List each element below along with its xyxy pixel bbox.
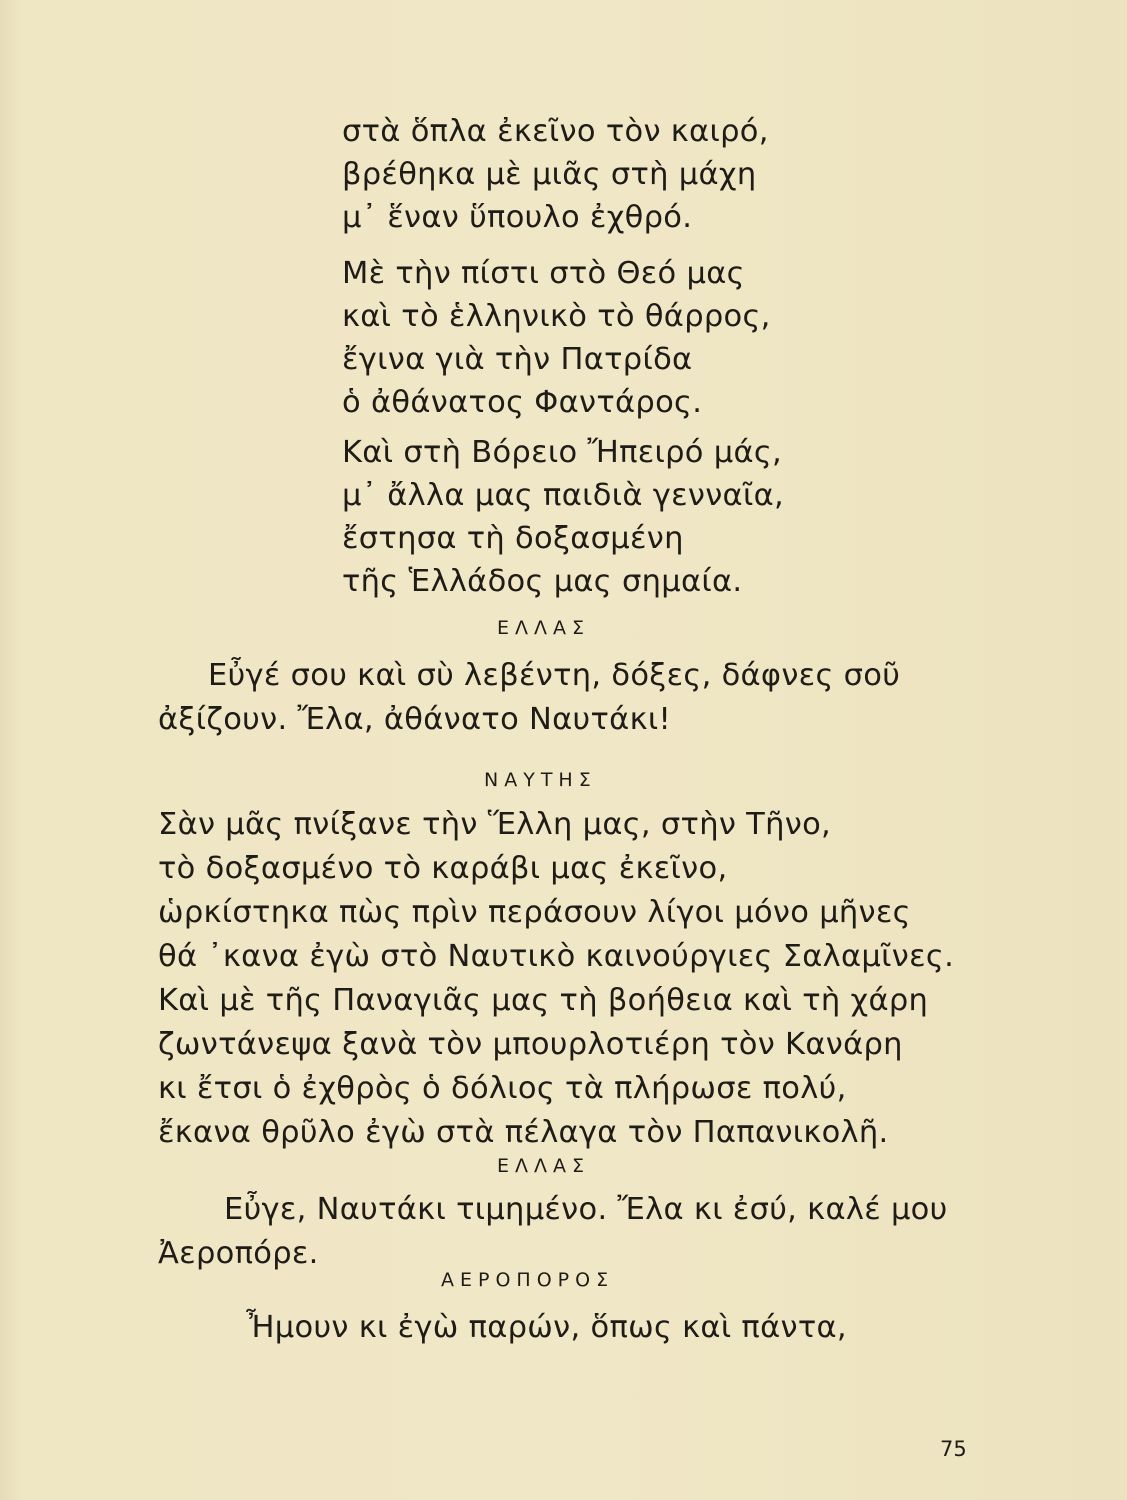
speech-line: Εὖγέ σου καὶ σὺ λεβέντη, δόξες, δάφνες σοῦ xyxy=(208,658,901,693)
verse-line: τῆς Ἑλλάδος μας σημαία. xyxy=(342,564,743,599)
speech-line: ἔκανα θρῦλο ἐγὼ στὰ πέλαγα τὸν Παπανικολῆ. xyxy=(158,1115,889,1150)
verse-line: μ᾽ ἕναν ὕπουλο ἐχθρό. xyxy=(342,200,693,235)
naftis-speech xyxy=(158,803,954,1155)
speech-line: θά ᾽κανα ἐγὼ στὸ Ναυτικὸ καινούργιες Σαλαμῖνες. xyxy=(158,939,955,974)
speech-line: Σὰν μᾶς πνίξανε τὴν Ἕλλη μας, στὴν Τῆνο, xyxy=(158,807,832,842)
verse-line: στὰ ὅπλα ἐκεῖνο τὸν καιρό, xyxy=(342,114,769,149)
verse-line: ἔγινα γιὰ τὴν Πατρίδα xyxy=(342,342,693,377)
speaker-ellas: ΕΛΛΑΣ xyxy=(497,617,591,639)
stanza-2 xyxy=(342,252,771,424)
stanza-1 xyxy=(342,110,769,239)
page-number: 75 xyxy=(940,1437,967,1461)
speech-line: Καὶ μὲ τῆς Παναγιᾶς μας τὴ βοήθεια καὶ τὴ χάρη xyxy=(158,983,929,1018)
aeroporos-speech xyxy=(158,1306,847,1350)
speaker-naftis: ΝΑΥΤΗΣ xyxy=(484,769,597,791)
speech-line: Ἀεροπόρε. xyxy=(158,1236,319,1271)
verse-line: Καὶ στὴ Βόρειο Ἤπειρό μάς, xyxy=(342,435,783,470)
verse-line: βρέθηκα μὲ μιᾶς στὴ μάχη xyxy=(342,157,757,192)
verse-line: ἔστησα τὴ δοξασμένη xyxy=(342,521,684,556)
speech-line: τὸ δοξασμένο τὸ καράβι μας ἐκεῖνο, xyxy=(158,851,728,886)
speech-line: ὡρκίστηκα πὼς πρὶν περάσουν λίγοι μόνο μῆνες xyxy=(158,895,911,930)
speech-line: ζωντάνεψα ξανὰ τὸν μπουρλοτιέρη τὸν Κανάρη xyxy=(158,1027,903,1062)
ellas-speech-2 xyxy=(158,1188,948,1276)
ellas-speech-1 xyxy=(158,654,900,742)
speaker-aeroporos: ΑΕΡΟΠΟΡΟΣ xyxy=(441,1269,615,1291)
speech-line: Ἦμουν κι ἐγὼ παρών, ὅπως καὶ πάντα, xyxy=(246,1310,847,1345)
stanza-3 xyxy=(342,431,784,603)
verse-line: ὁ ἀθάνατος Φαντάρος. xyxy=(342,385,703,420)
speech-line: Εὖγε, Ναυτάκι τιμημένο. Ἔλα κι ἐσύ, καλέ μου xyxy=(224,1192,948,1227)
verse-line: Μὲ τὴν πίστι στὸ Θεό μας xyxy=(342,256,745,291)
verse-line: καὶ τὸ ἑλληνικὸ τὸ θάρρος, xyxy=(342,299,771,334)
verse-line: μ᾽ ἄλλα μας παιδιὰ γενναῖα, xyxy=(342,478,784,513)
speech-line: κι ἔτσι ὁ ἐχθρὸς ὁ δόλιος τὰ πλήρωσε πολύ, xyxy=(158,1071,847,1106)
speech-line: ἀξίζουν. Ἔλα, ἀθάνατο Ναυτάκι! xyxy=(158,702,671,737)
speaker-ellas: ΕΛΛΑΣ xyxy=(497,1155,591,1177)
